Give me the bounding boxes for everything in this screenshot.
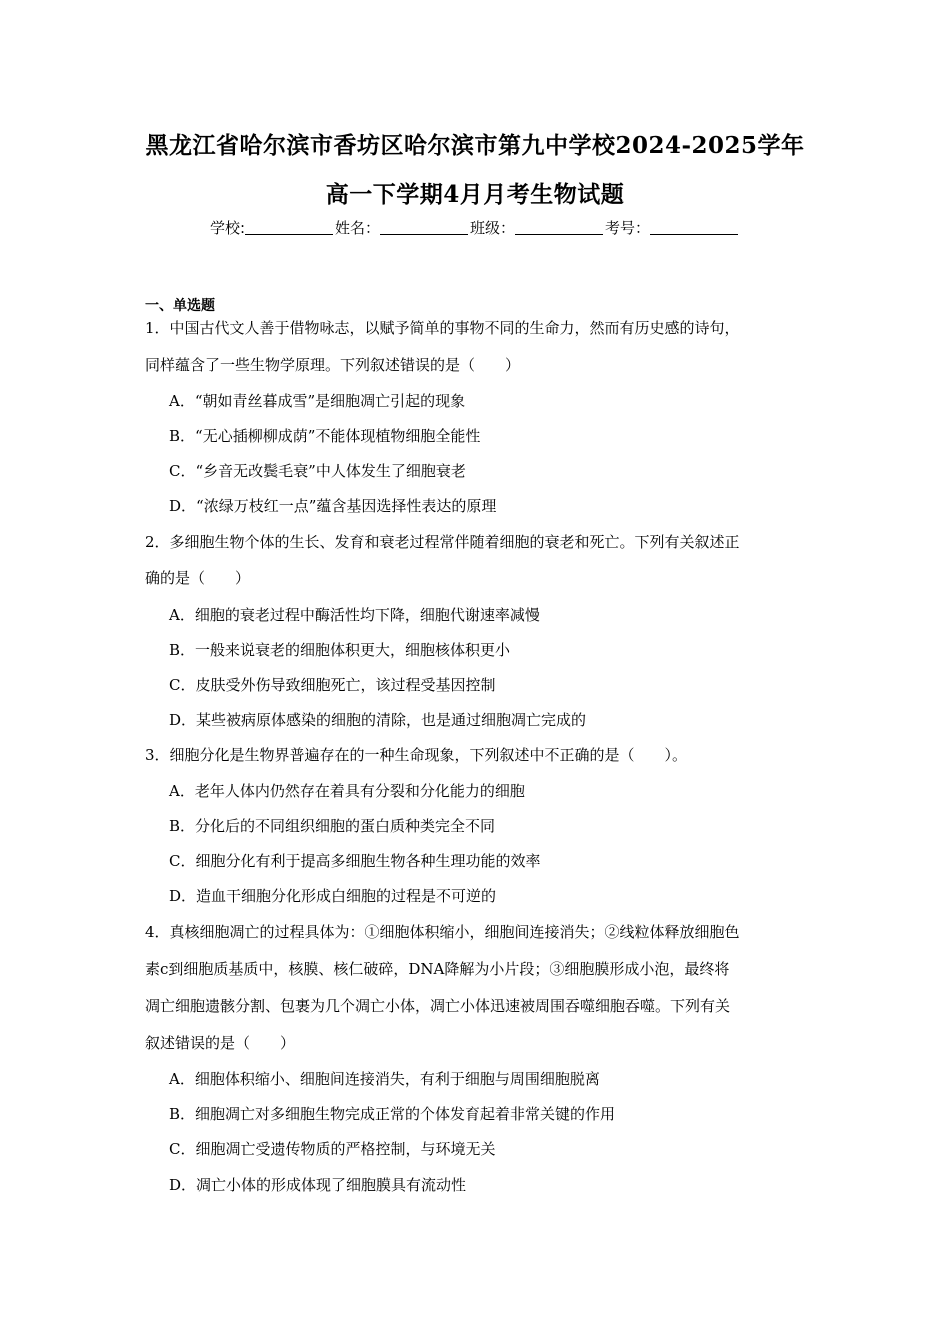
question-2-option-b: B．一般来说衰老的细胞体积更大，细胞核体积更小 xyxy=(169,641,511,659)
question-3-option-a: A．老年人体内仍然存在着具有分裂和分化能力的细胞 xyxy=(169,782,525,800)
school-label: 学校: xyxy=(209,219,245,237)
number-label: 考号： xyxy=(605,219,651,237)
question-2-stem-line-1: 2．多细胞生物个体的生长、发育和衰老过程常伴随着细胞的衰老和死亡。下列有关叙述正 xyxy=(145,533,740,551)
class-blank[interactable] xyxy=(515,220,603,235)
exam-title-line-1: 黑龙江省哈尔滨市香坊区哈尔滨市第九中学校2024-2025学年 xyxy=(145,132,805,159)
question-3-option-c: C．细胞分化有利于提高多细胞生物各种生理功能的效率 xyxy=(169,852,541,870)
number-blank[interactable] xyxy=(650,220,738,235)
exam-title-line-2: 高一下学期4月月考生物试题 xyxy=(325,181,625,208)
question-1-stem-line-2: 同样蕴含了一些生物学原理。下列叙述错误的是（ ） xyxy=(145,356,521,374)
class-label: 班级： xyxy=(470,219,516,237)
question-4-stem-line-1: 4．真核细胞凋亡的过程具体为：①细胞体积缩小，细胞间连接消失；②线粒体释放细胞色 xyxy=(145,923,740,941)
question-2-stem-line-2: 确的是（ ） xyxy=(145,569,251,587)
name-label: 姓名： xyxy=(335,219,381,237)
student-info-row xyxy=(0,217,950,238)
question-1-option-c: C．“乡音无改鬓毛衰”中人体发生了细胞衰老 xyxy=(169,462,466,480)
question-2-option-c: C．皮肤受外伤导致细胞死亡，该过程受基因控制 xyxy=(169,676,496,694)
question-3-stem-line-1: 3．细胞分化是生物界普遍存在的一种生命现象，下列叙述中不正确的是（ ）。 xyxy=(145,746,688,764)
question-1-option-d: D．“浓绿万枝红一点”蕴含基因选择性表达的原理 xyxy=(169,497,497,515)
question-2-option-d: D．某些被病原体感染的细胞的清除，也是通过细胞凋亡完成的 xyxy=(169,711,587,729)
school-blank[interactable] xyxy=(245,220,333,235)
question-4-option-b: B．细胞凋亡对多细胞生物完成正常的个体发育起着非常关键的作用 xyxy=(169,1105,616,1123)
question-3-option-d: D．造血干细胞分化形成白细胞的过程是不可逆的 xyxy=(169,887,497,905)
question-1-stem-line-1: 1．中国古代文人善于借物咏志，以赋予简单的事物不同的生命力，然而有历史感的诗句， xyxy=(145,319,740,337)
question-1-option-a: A．“朝如青丝暮成雪”是细胞凋亡引起的现象 xyxy=(169,392,466,410)
name-blank[interactable] xyxy=(380,220,468,235)
question-2-option-a: A．细胞的衰老过程中酶活性均下降，细胞代谢速率减慢 xyxy=(169,606,540,624)
question-1-option-b: B．“无心插柳柳成荫”不能体现植物细胞全能性 xyxy=(169,427,481,445)
section-heading: 一、单选题 xyxy=(145,298,215,314)
question-4-option-c: C．细胞凋亡受遗传物质的严格控制，与环境无关 xyxy=(169,1140,496,1158)
question-4-option-a: A．细胞体积缩小、细胞间连接消失，有利于细胞与周围细胞脱离 xyxy=(169,1070,600,1088)
question-3-option-b: B．分化后的不同组织细胞的蛋白质种类完全不同 xyxy=(169,817,496,835)
question-4-option-d: D．凋亡小体的形成体现了细胞膜具有流动性 xyxy=(169,1176,467,1194)
question-4-stem-line-3: 凋亡细胞遗骸分割、包裹为几个凋亡小体，凋亡小体迅速被周围吞噬细胞吞噬。下列有关 xyxy=(145,997,731,1015)
question-4-stem-line-4: 叙述错误的是（ ） xyxy=(145,1034,296,1052)
question-4-stem-line-2: 素c到细胞质基质中，核膜、核仁破碎，DNA降解为小片段；③细胞膜形成小泡，最终将 xyxy=(145,960,730,978)
